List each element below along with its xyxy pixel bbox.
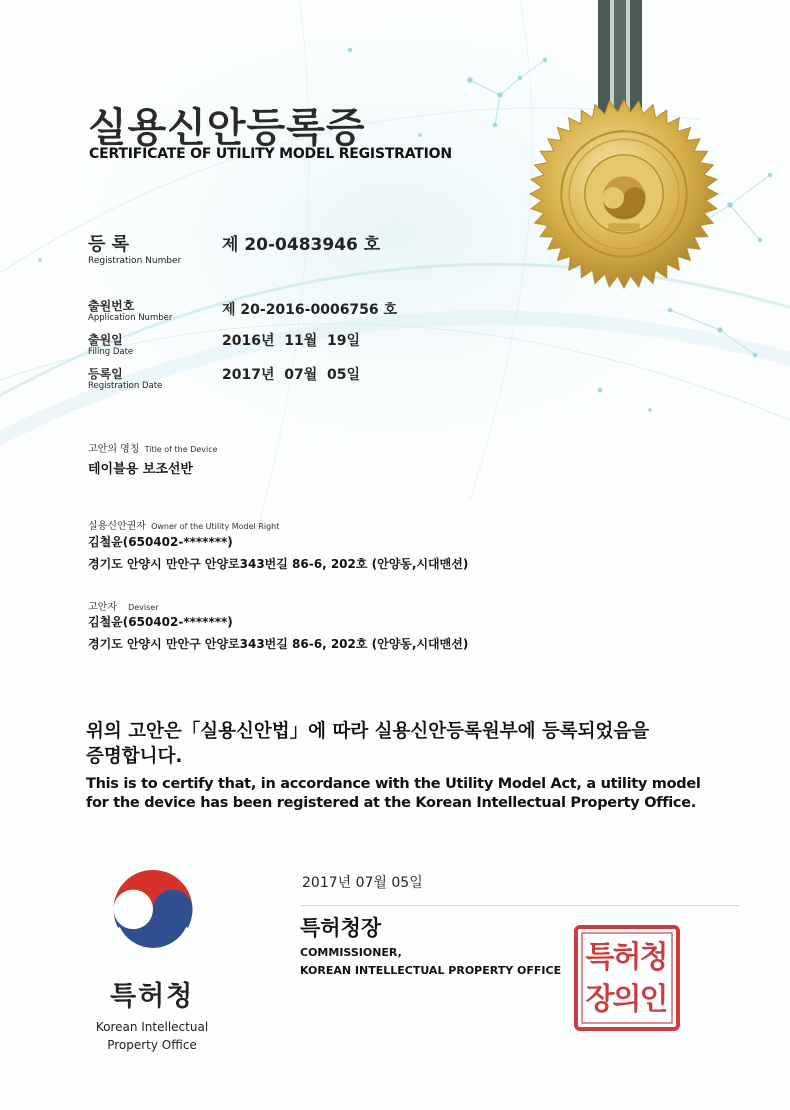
official-stamp-icon [572,923,682,1033]
application-label-en: Application Number [88,313,173,323]
owner-label: 실용신안권자 [88,521,146,532]
owner-header [88,514,279,533]
statement-en-line2: for the device has been registered at the Korean Intellectual Property Office. [86,795,696,811]
registration-number: 제 20-0483946 호 [222,235,381,255]
statement-en-line1: This is to certify that, in accordance with the Utility Model Act, a utility model [86,776,701,792]
office-name-en-line1: Korean Intellectual [95,1020,209,1034]
filing-date-label: 출원일 [88,333,123,347]
registration-label-en: Registration Number [88,256,182,266]
registration-date-label-en: Registration Date [88,381,163,391]
application-label: 출원번호 [88,299,135,313]
certificate-title-en: CERTIFICATE OF UTILITY MODEL REGISTRATION [89,146,452,162]
owner-label-en: Owner of the Utility Model Right [151,522,280,531]
taegeuk-logo-icon [106,868,200,962]
owner-address: 경기도 안양시 만안구 안양로343번길 86-6, 202호 (안양동,시대맨션) [88,557,469,571]
deviser-label: 고안자 [88,602,117,613]
gold-seal-icon [526,96,722,292]
commissioner-line2: KOREAN INTELLECTUAL PROPERTY OFFICE [300,964,562,977]
deviser-label-en: Deviser [128,603,159,612]
device-title-header [88,437,218,456]
stamp-char: 의 [612,982,642,1017]
commissioner-title: 특허청장 [300,916,382,940]
issue-date: 2017년 07월 05일 [302,875,423,891]
device-title-label: 고안의 명칭 [88,444,140,455]
office-name-ko: 특허청 [110,981,195,1012]
application-number: 제 20-2016-0006756 호 [222,302,398,318]
owner-name: 김철윤(650402-*******) [88,535,233,549]
stamp-char: 특 [585,940,615,975]
filing-date-label-en: Filing Date [88,347,134,357]
signature-divider [300,905,740,906]
deviser-header [88,595,159,614]
office-name-en-line2: Property Office [107,1038,197,1052]
registration-label: 등 록 [88,234,130,255]
registration-date-label: 등록일 [88,367,123,381]
commissioner-line1: COMMISSIONER, [300,946,402,959]
deviser-address: 경기도 안양시 만안구 안양로343번길 86-6, 202호 (안양동,시대맨션) [88,637,469,651]
device-title-label-en: Title of the Device [144,445,218,454]
statement-ko-line1: 위의 고안은「실용신안법」에 따라 실용신안등록원부에 등록되었음을 [86,721,650,742]
stamp-char: 장 [585,982,615,1017]
stamp-char: 인 [639,982,669,1017]
certificate-title: 실용신안등록증 [88,105,366,151]
stamp-char: 허 [612,940,642,975]
registration-date: 2017년 07월 05일 [222,367,360,383]
deviser-name: 김철윤(650402-*******) [88,615,233,629]
filing-date: 2016년 11월 19일 [222,333,360,349]
statement-ko-line2: 증명합니다. [86,746,183,767]
stamp-char: 청 [639,940,669,975]
device-title: 테이블용 보조선반 [88,462,193,477]
